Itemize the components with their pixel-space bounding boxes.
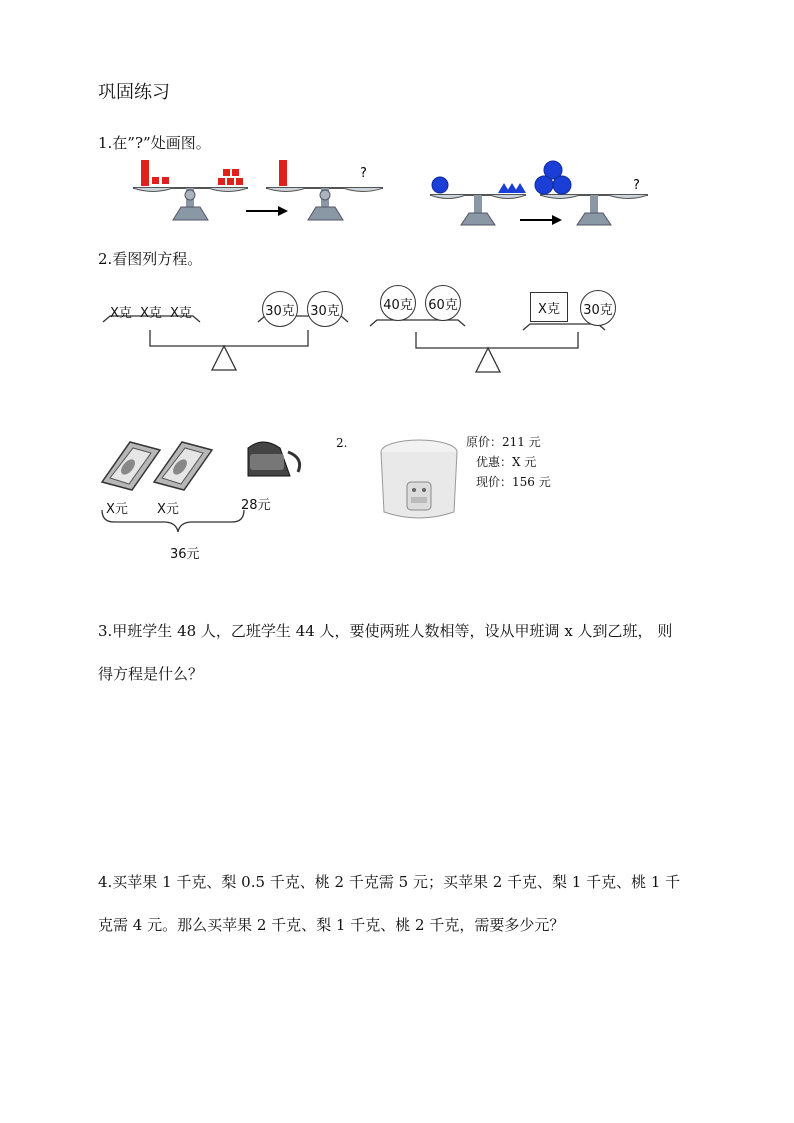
question-mark: ? — [633, 178, 640, 193]
weight-circle: 30克 — [262, 291, 298, 327]
rice-cooker-image — [376, 432, 462, 524]
question-4-line-1: 4.买苹果 1 千克、梨 0.5 千克、桃 2 千克需 5 元；买苹果 2 千克、梨 1 千克、桃 1 千 — [98, 873, 681, 891]
arrow-1 — [246, 206, 288, 216]
weight-circle: 60克 — [425, 285, 461, 321]
pencil-case-image-1 — [102, 442, 160, 490]
weight-circle: 40克 — [380, 285, 416, 321]
scale-4 — [535, 161, 648, 225]
left-pan-label-2: X克 — [140, 306, 162, 321]
red-square — [223, 169, 230, 176]
left-pan-label-1: X克 — [110, 306, 132, 321]
q1-balance-figure — [128, 155, 688, 235]
question-3-line-1: 3.甲班学生 48 人，乙班学生 44 人，要使两班人数相等，设从甲班调 x 人到乙班， 则 — [98, 622, 673, 640]
red-square — [227, 178, 234, 185]
question-3-line-2: 得方程是什么？ — [98, 665, 204, 683]
unknown-weight-box: X克 — [530, 292, 568, 322]
question-4-line-2: 克需 4 元。那么买苹果 2 千克、梨 1 千克、桃 2 千克，需要多少元？ — [98, 916, 565, 934]
original-price: 原价：211 元 — [466, 435, 541, 449]
blue-circle — [553, 176, 571, 194]
red-square — [236, 178, 243, 185]
page-title: 巩固练习 — [98, 82, 170, 103]
scale-3 — [430, 177, 526, 225]
red-square — [218, 178, 225, 185]
bag-image — [248, 442, 300, 476]
current-price: 现价：156 元 — [476, 475, 551, 489]
pencil-case-image-2 — [154, 442, 212, 490]
red-bar — [279, 160, 287, 186]
shopping-figure — [98, 432, 328, 562]
red-square — [232, 169, 239, 176]
arrow-2 — [520, 215, 562, 225]
red-bar — [141, 160, 149, 186]
left-pan-label-3: X克 — [170, 306, 192, 321]
weight-circle: 30克 — [307, 291, 343, 327]
sub-question-number: 2. — [336, 436, 348, 450]
item-price-label: X元 — [106, 502, 128, 517]
blue-triangle — [498, 183, 510, 193]
blue-circle — [432, 177, 448, 193]
blue-circle — [535, 176, 553, 194]
item-price-label: X元 — [157, 502, 179, 517]
red-square — [152, 177, 159, 184]
discount-price: 优惠：X 元 — [476, 455, 537, 469]
red-square — [162, 177, 169, 184]
scale-1 — [133, 160, 248, 220]
question-1-text: 1.在”?”处画图。 — [98, 134, 211, 152]
question-2-text: 2.看图列方程。 — [98, 250, 203, 268]
bag-price-label: 28元 — [241, 498, 271, 513]
total-price-label: 36元 — [170, 547, 200, 562]
blue-triangle — [514, 183, 526, 193]
weight-circle: 30克 — [580, 290, 616, 326]
question-mark: ? — [360, 166, 367, 181]
